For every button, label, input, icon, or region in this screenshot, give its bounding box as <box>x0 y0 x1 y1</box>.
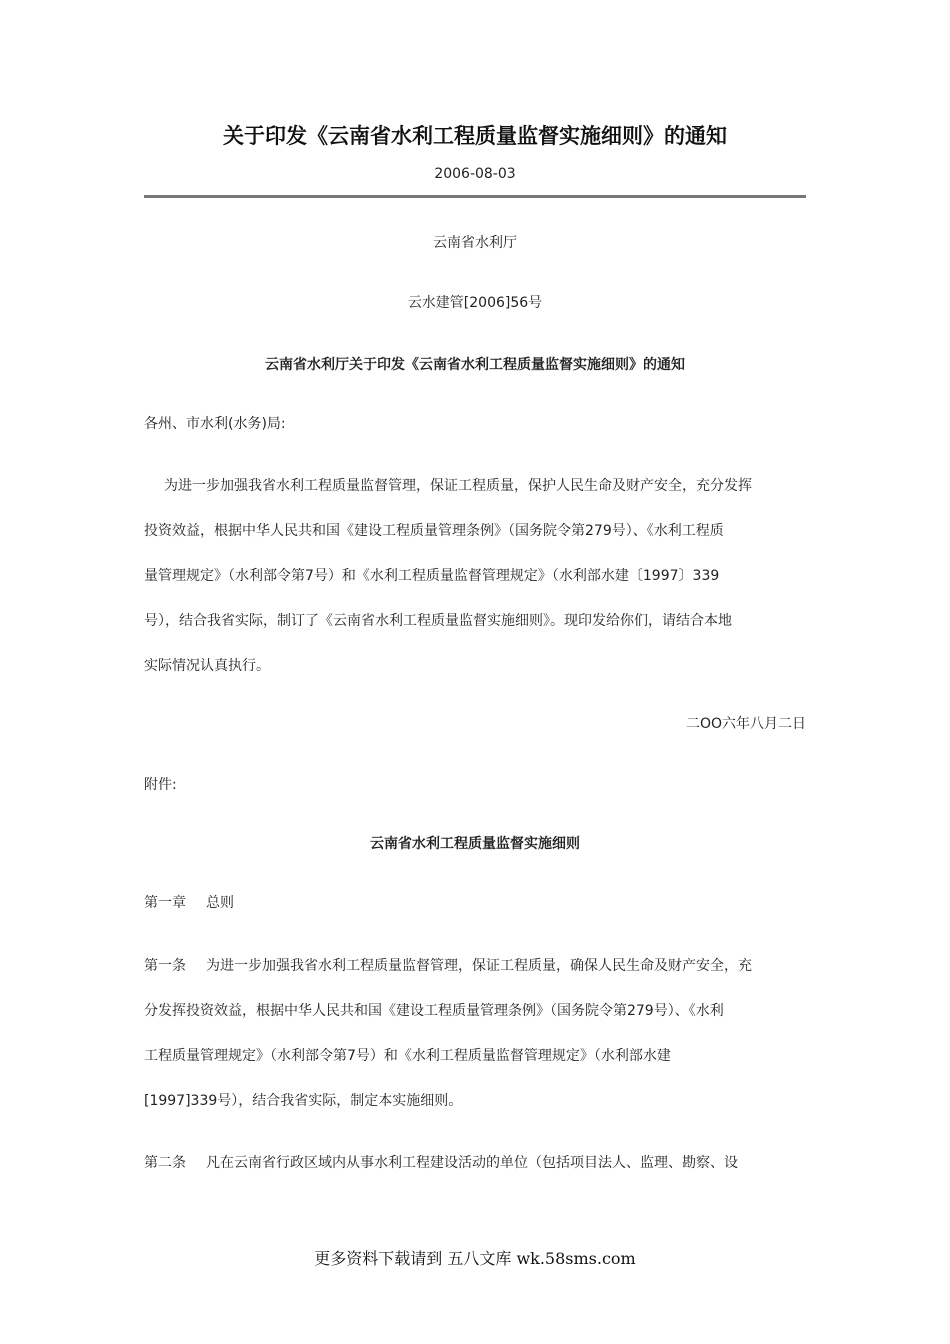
article-1-label: 第一条 <box>144 958 186 974</box>
sign-date: 二OO六年八月二日 <box>685 716 806 732</box>
body-line: 量管理规定》（水利部令第7号）和《水利工程质量监督管理规定》（水利部水建〔1997〕339 <box>144 568 720 584</box>
issuer: 云南省水利厅 <box>433 235 517 251</box>
chapter-name: 总则 <box>206 895 234 911</box>
body-line: 为进一步加强我省水利工程质量监督管理，保证工程质量，保护人民生命及财产安全，充分发挥 <box>164 478 752 494</box>
article-line: 工程质量管理规定》（水利部令第7号）和《水利工程质量监督管理规定》（水利部水建 <box>144 1048 671 1064</box>
publish-date: 2006-08-03 <box>434 166 516 182</box>
notice-title: 云南省水利厅关于印发《云南省水利工程质量监督实施细则》的通知 <box>265 357 685 373</box>
footer-link[interactable]: 更多资料下载请到 五八文库 wk.58sms.com <box>314 1249 636 1268</box>
article-line: 为进一步加强我省水利工程质量监督管理，保证工程质量，确保人民生命及财产安全，充 <box>206 958 752 974</box>
rules-title: 云南省水利工程质量监督实施细则 <box>370 836 580 852</box>
salutation: 各州、市水利(水务)局: <box>144 416 286 432</box>
article-2-label: 第二条 <box>144 1155 186 1171</box>
attachment-label: 附件: <box>144 777 177 793</box>
article-line: 分发挥投资效益，根据中华人民共和国《建设工程质量管理条例》（国务院令第279号）、《水利 <box>144 1003 724 1019</box>
title-divider <box>144 195 806 198</box>
chapter-heading <box>144 893 806 913</box>
article-line: 凡在云南省行政区域内从事水利工程建设活动的单位（包括项目法人、监理、勘察、设 <box>206 1155 738 1171</box>
chapter-label: 第一章 <box>144 895 186 911</box>
body-line: 号），结合我省实际，制订了《云南省水利工程质量监督实施细则》。现印发给你们，请结合本地 <box>144 613 732 629</box>
article-2-first-line <box>144 1153 806 1173</box>
body-line: 实际情况认真执行。 <box>144 658 270 674</box>
body-line: 投资效益，根据中华人民共和国《建设工程质量管理条例》（国务院令第279号）、《水利工程质 <box>144 523 724 539</box>
doc-number: 云水建管[2006]56号 <box>407 295 543 311</box>
article-1-first-line <box>144 956 806 976</box>
article-line: [1997]339号），结合我省实际，制定本实施细则。 <box>144 1093 463 1109</box>
page-title: 关于印发《云南省水利工程质量监督实施细则》的通知 <box>223 124 727 148</box>
